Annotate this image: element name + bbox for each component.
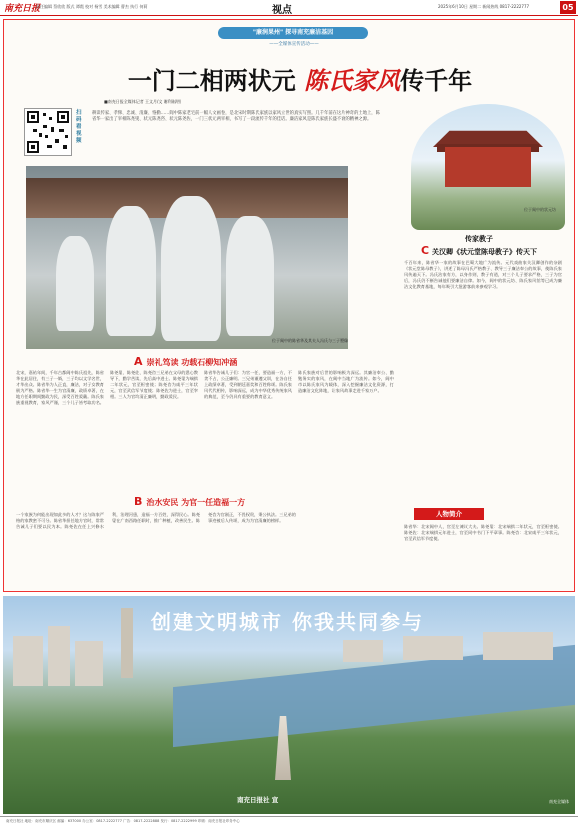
masthead <box>0 0 578 16</box>
article-column-4: 陈氏家族对后世的影响极为深远。其廉洁奉公、勤勉务实的家风，在阆中当地广为流传。如今，阆中市以陈氏家风为载体，深入挖掘廉洁文化资源，打造廉洁文化阵地，让家风故事走进千家万户。 <box>298 370 394 394</box>
building <box>75 641 103 686</box>
newspaper-logo: 南充日报 <box>4 4 41 14</box>
sculpture-photo <box>26 166 348 349</box>
page-number: 05 <box>560 1 576 14</box>
building <box>13 636 43 686</box>
qr-code[interactable] <box>24 108 72 156</box>
qr-label: 扫码看视频 <box>76 110 82 144</box>
sculpture-caption: 位于阆中的陈省华及其夫人冯氏与三子塑像 <box>272 338 348 343</box>
article-column-3: 陈省华告诫儿子们：为官一任，要造福一方，不贪不占，公正廉明。三兄弟谨遵父训，在各自任上政绩卓著，受到朝廷嘉奖和百姓称颂。陈氏家风代代相传，影响深远，成为中华优秀传统家风的典范，至今仍具有重要的教育意义。 <box>204 370 292 400</box>
building <box>343 640 383 662</box>
article-column-2: 陈尧叟、陈尧佐、陈尧咨三兄弟在父母的悉心教导下，勤学苦读，先后高中进士。陈尧叟为端拱二年状元，官至枢密使；陈尧咨为咸平三年状元，官至武信军节度使；陈尧佐为进士，官至宰相。三人为官均清正廉明，勤政爱民。 <box>110 370 198 400</box>
statue <box>161 196 221 341</box>
lead-paragraph: 耕读传家、孝悌、忠诚、清廉、恪勤……阆中陈家老宅前一幅人文画卷，是北宋时期陈氏家族以家风立世的真实写照。几千年前在这片神奇的土地上，陈省华一家出了宰相陈尧叟、状元陈尧咨、状元陈尧佐，一门三状元两宰相，书写了一段流传千年的佳话。廉洁家风是陈氏家族长盛不衰的精神之源。 <box>92 111 380 123</box>
section-b-letter: B <box>134 495 143 508</box>
public-service-ad <box>3 596 575 814</box>
headline <box>110 61 490 96</box>
section-c-title1: 传家教子 <box>465 235 493 243</box>
footer: 南充日报社 地址：南充市顺庆区 邮编：637000 办公室：0817-2222777 广告：0817-2222888 发行：0817-2222999 印刷：南充日报社印务中心 <box>0 816 578 829</box>
person-profile-heading: 人物简介 <box>414 508 484 520</box>
series-banner: "廉润果州" 探寻南充廉洁基因 <box>218 27 368 39</box>
headline-tail: 传千年 <box>400 67 473 95</box>
ad-corner-logo: 南充全媒体 <box>549 799 569 804</box>
temple-body <box>445 147 531 187</box>
temple-caption: 位于阆中的状元坊 <box>524 207 556 212</box>
article-frame <box>3 19 575 592</box>
section-a-letter: A <box>134 355 143 368</box>
section-b-text: 一个家族为何能出现如此多的人才？这与陈家严格的家教密不可分。陈省华担任地方官时，常常告诫儿子们要以民为本。陈尧佐在任上兴修水利，治理河患，造福一方百姓，深得民心。陈尧叟在广南西路任职时，推广种植，改善民生。陈尧咨为官刚正，不畏权贵，秉公执法。三兄弟的事迹被后人传颂，成为为官清廉的榜样。 <box>16 512 296 530</box>
person-profile-text: 陈省华：北宋阆中人，官至左谏议大夫。陈尧叟：北宋端拱二年状元，官至枢密使。陈尧佐：北宋端拱元年进士，官至同中书门下平章事。陈尧咨：北宋咸平三年状元，官至武信军节度使。 <box>404 524 562 542</box>
building <box>48 626 70 686</box>
ad-title: 创建文明城市 你我共同参与 <box>151 610 424 634</box>
section-b-title: 治水安民 为官一任造福一方 <box>146 498 246 507</box>
article-column-1: 北宋，嘉祐年间，千年古都阆中陈氏祖先，陈省华在此居住，有三子一婿，三子均以文学名世，才华出众。陈省华为人正直，廉洁，对子女教育极为严格。陈省华一生为官清廉，政绩卓著，在地方任职期间勤政为民，深受百姓爱戴。陈氏家族重视教育，家风严谨，三个儿子皆考取功名。 <box>16 370 104 406</box>
editor-credits: 责任编辑 蔡欣欣 版式 谭霞 校对 杨雪 美术编辑 曹杰 执行 何莉 <box>36 4 148 9</box>
section-c-letter: C <box>420 244 430 257</box>
statue <box>106 206 156 336</box>
section-title: 视点 <box>272 5 292 16</box>
tower <box>121 608 133 678</box>
headline-black: 一门二相两状元 <box>127 67 296 95</box>
statue <box>226 216 274 336</box>
headline-red: 陈氏家风 <box>304 66 401 95</box>
issue-date: 2025年6月10日 星期二 新闻热线 0817-2222777 <box>438 4 530 9</box>
section-c-title2: 关汉卿《状元堂陈母教子》传天下 <box>432 248 538 256</box>
section-c-text: 千百年来，陈省华一家的故事在巴蜀大地广为流传。元代戏曲家关汉卿创作的杂剧《状元堂陈母教子》，讲述了陈母冯氏严格教子、教导三子廉洁奉公的故事，使陈氏家风传遍天下。冯氏治家有方，以身作则，教子有道，对三个儿子要求严格，三子为官后，冯氏仍不断告诫他们要廉洁自律。如今，阆中的状元坊、陈氏家风馆等已成为廉洁文化教育基地，每年吸引大批游客前来参观学习。 <box>404 260 562 290</box>
byline: ■南充日报全媒体记者 王文月/文 谢利刚/图 <box>104 99 182 104</box>
building <box>483 632 553 660</box>
section-b-heading <box>134 495 245 508</box>
series-subtitle: ——全媒体宣传活动—— <box>269 42 319 47</box>
section-a-title: 崇礼笃读 功载石柳知冲涵 <box>146 358 238 367</box>
section-a-heading <box>134 355 237 368</box>
statue <box>56 236 94 331</box>
ad-sign: 南充日报社 宣 <box>237 796 279 804</box>
building <box>403 636 463 660</box>
section-c-heading <box>404 234 554 257</box>
